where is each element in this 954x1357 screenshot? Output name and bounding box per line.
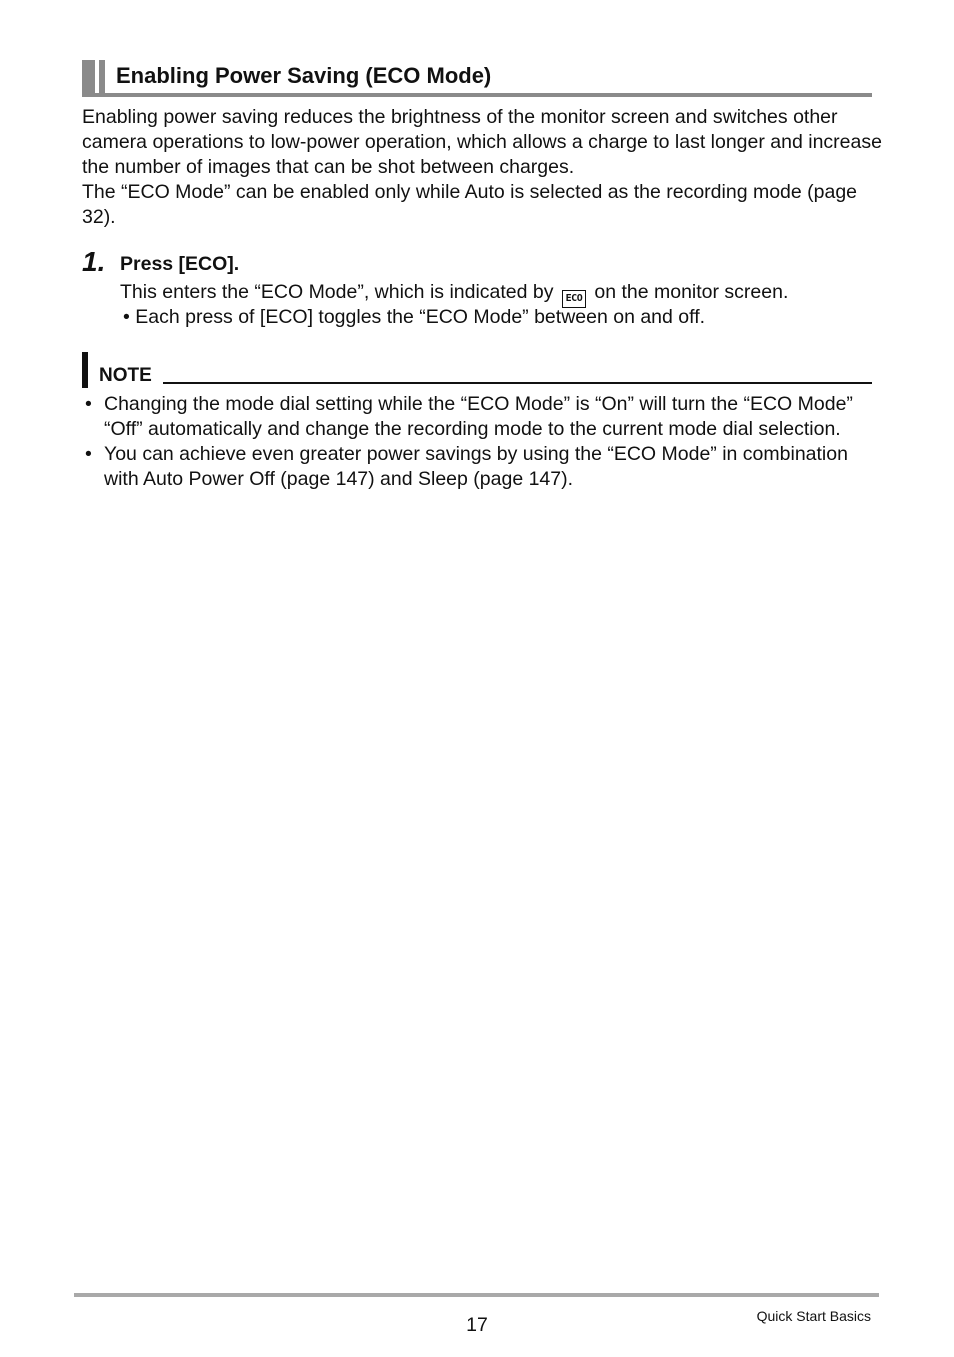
note-rule [163, 382, 872, 384]
step-bullet-text: Each press of [ECO] toggles the “ECO Mode” between on and off. [135, 306, 706, 328]
note-item [82, 392, 882, 442]
step-title: Press [ECO]. [120, 253, 240, 275]
note-accent-bar [82, 352, 88, 388]
step-bullet [123, 305, 705, 330]
note-header [82, 352, 872, 388]
bullet-icon: • [123, 306, 130, 328]
header-underline [82, 93, 872, 97]
step-description [120, 280, 788, 308]
note-item [82, 442, 882, 492]
eco-mode-icon: ECO [562, 290, 586, 308]
bullet-icon: • [85, 393, 92, 415]
section-title: Enabling Power Saving (ECO Mode) [116, 63, 492, 88]
page-number: 17 [466, 1314, 488, 1336]
intro-text [82, 105, 882, 230]
intro-paragraph-2: The “ECO Mode” can be enabled only while Auto is selected as the recording mode (page 32). [82, 181, 858, 228]
footer-rule [74, 1293, 879, 1297]
bullet-icon: • [85, 443, 92, 465]
note-label: NOTE [99, 365, 152, 386]
step-description-before: This enters the “ECO Mode”, which is indicated by [120, 281, 554, 303]
header-accent-bar [82, 60, 95, 95]
header-accent-bar-thin [99, 60, 105, 95]
note-list [82, 392, 882, 492]
intro-paragraph-1: Enabling power saving reduces the brightness of the monitor screen and switches other camera operations to low-power operation, which allows a charge to last longer and increase the number of images that can be shot between charges. [82, 106, 882, 178]
section-header [82, 60, 872, 98]
step-number: 1. [82, 246, 106, 277]
note-item-text: You can achieve even greater power savings by using the “ECO Mode” in combination with Auto Power Off (page 147) and Sleep (page 147). [104, 443, 848, 490]
step-description-after: on the monitor screen. [594, 281, 789, 303]
note-item-text: Changing the mode dial setting while the “ECO Mode” is “On” will turn the “ECO Mode” “Off” automatically and change the recording mode to the current mode dial selection. [104, 393, 853, 440]
footer-section-label: Quick Start Basics [756, 1308, 871, 1324]
